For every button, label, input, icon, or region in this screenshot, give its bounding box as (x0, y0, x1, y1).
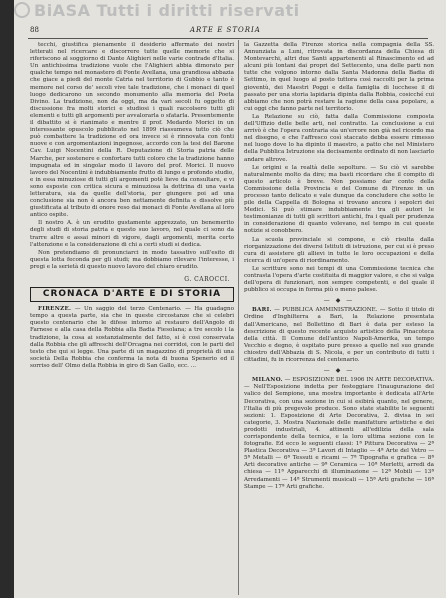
section-title: CRONACA D'ARTE E DI STORIA (30, 287, 234, 302)
ornament-separator: — ◆ — (323, 297, 355, 305)
news-text: — PUBBLICA AMMINISTRAZIONE. — Sotto il titolo di Ordine d'Inghilterra a Bari, la Relazione presentata dall'Americano, nel Bollettino di Bari è data per esteso la descrizione di questo recente acquisto artistico della Pinacoteca della città. Il Comune dell'antico Napoli-Amerika, un tempo Vecchio e degno, è ospitato pure presso a quello nel suo grande chiostro dell'Abbazia di S. Nicola, e per un contributo di tutti i cittadini, fu in ricorrenza del centenario. (244, 307, 434, 364)
header-rule (28, 38, 428, 39)
news-item-firenze (30, 306, 234, 370)
watermark (14, 1, 446, 21)
article-paragraph: Il nostro A. è un erudito gustamente apprezzato, un benemerito degli studi di storia patria e questo suo lavoro, nel quale ci sono da trarre altre e assai minori di vigore, dagli argomenti, merita certo l'attenzione e la considerazione di chi a certi studi si dedica. (30, 220, 234, 248)
city-runin: FIRENZE. (38, 306, 72, 313)
right-column (244, 42, 434, 492)
running-title: ARTE E STORIA (190, 26, 261, 34)
page-number: 88 (30, 26, 39, 34)
news-item-milano (244, 377, 434, 491)
scan-edge (0, 0, 14, 598)
article-paragraph: tecchi, giustifica pienamente il desiderio affermato dei nostri letterati nel ricercare e discorrere tutte quelle memorie che si riferiscono al soggiorno di Dante Alighieri nelle varie contrade d'Italia. Un antichissima tradizione vuole che l'Alighieri abbia dimorato per qualche tempo nel monastero di Fonte Avellana, una grandiosa abbazia che giace a piedi del monte Catria nel territorio di Gubbio e tanto è memore nel corso de' secoli vive tale tradizione, che i monaci di quel luogo dedicarono un secondo monumento alla memoria del Poeta Divino. La tradizione, non da oggi, ma da vari secoli fu oggetto di discussione fra molti storici e studiosi i quali raccolsero tutti gli elementi e tutti gli argomenti per avvalorarla o sfatarla. Presentemente il dibattito si è rianimato e mentre il prof. Medardo Morici in un interessante opuscolo pubblicato nel 1899 riassumeva tutto ciò che può combattere la tradizione ed ora invece si è rinnovata con fonti nuove e con argomentazioni ingegnose, accordo con la tesi del Barone Cav. Luigi Nocentini della R. Deputazione di Storia patria delle Marche, per sostenere e confortare tutti coloro che la tradizione hanno impugnata ed in singolar modo il lavoro del prof. Morici. Il nuovo lavoro del Nocentini è indubbiamente frutto di lungo e profondo studio, e in essa minuziose di tutti gli argomenti potè lieve da consultare, e vi sono esposte con critica sicura e minuziosa la dottrina di una vasta letteratura, sia da quelle dell'storia, per giungere poi ad una conclusione sia non è ancora ben nettamente definita e dissolve più giustificata al tributo di onore reso dai monaci di Fonte Avellana al loro antico ospite. (30, 42, 234, 219)
copyright-icon (14, 2, 30, 18)
article-paragraph: Non pretendiamo di pronunciarci in modo tassativo sull'esito di questa lotta feconda per gli studi; ma dobbiamo rilevare l'interesse, i pregi e la serietà di questo nuovo lavoro del chiaro erudito. (30, 249, 234, 270)
page-header (30, 24, 426, 38)
article-paragraph: Le origini e la realtà delle sepolture. — Su ciò vi sarebbe naturalmente molto da dire; ma basti ricordare che il compito di questo articolo è breve. Non possiamo dar conto della Commissione della Provincia e del Comune di Firenze in un processo tanto delicato e vale dunque da concludere che sotto le pile della Cappella di Bologna si trovano ancora i sepolcri dei Medici. Si può stimare indubbiamente tra gli autori le testimonianze di tutti gli scrittori antichi, fra i quali per prudenza in considerazione di quanto volevano, nel tempo in cui queste notizie si conobbero. (244, 164, 434, 235)
city-runin: MILANO. (252, 377, 283, 384)
watermark-text: BiASA Tutti i diritti riservati (34, 1, 300, 20)
column-divider (238, 40, 239, 595)
author-signature: G. CAROCCI. (184, 276, 230, 283)
article-paragraph: Le scritture sono nei tempi di una Commissione tecnica che contrasta l'opera d'arte costituita di maggior valore, e che si valga dell'opera di funzionari, non sempre competenti, e del quale il pubblico si occupa in forma più o meno palese. (244, 265, 434, 294)
article-paragraph: La scuola provinciale si compone, e ciò risulta dalla riorganizzazione dei diversi Istituti di istruzione, per cui si è preso cura di assistere gli allievi in tutte le loro occupazioni e della ricerca di un'opera di riordinamento. (244, 236, 434, 264)
ornament-separator: — ◆ — (323, 367, 355, 375)
city-runin: BARI. (252, 307, 272, 314)
news-text: — Un saggio del terzo Centenario. — Ha guadagno tempo a questa parte, sia che in queste circostanze che si celebri questo centenario che le difese intorno al restauro dell'Angolo di Farnese e alla casa della Robbia alla Badia Fiesolana; a tre secolo i la tradizione, la cosa ai sostanzialmente del fatto, si è cosi conservata dalla Robbia che gli affreschi dell'Orcagna nei corridoi, con le parti del testo che qui si legge. Una parte di un magazzino di proprietà di una società Della Robbia che conferma la nota di buona Spenerio ed il sorriso dell' Olmo della Robbia in giro di San Gallo, ecc. ... (30, 306, 234, 369)
article-paragraph: La Relazione su ciò, fatta dalla Commissione composta dell'Uffizio delle belle arti, nel contratto. La conclusione a cui arrivò è che l'opera contraria sia un'errore non già nel ricordo ma nel disegno, e che l'affresco così staccato debba essere rimesso nel luogo dove lo ha dipinto il maestro, a patto che nel Ministero della Pubblica Istruzione sia decisamente ordinato di non lasciarlo andare altrove. (244, 113, 434, 163)
news-text: — ESPOSIZIONE DEL 1906 IN ARTE DECORATIVA. — Nell'Esposizione indetta per festeggiare l'inaugurazione del valico del Sempione, una mostra importante è dedicata all'Arte Decorativa, con una sezione in cui si esibirà quanto, nel genere, l'Italia di più pregevole produce. Sono state stabilite le seguenti sezioni: 1. Esposizione di Arte Decorativa, 2. divisa in sei categorie, 3. Mostra Nazionale delle manifatture artistiche e dei prodotti industriali, 4. attinenti all'edilizia della sala corrispondente della tecnica, e la loro ultima sezione con le fotografie. Ed ecco le seguenti classi: 1ª Pittura Decorativa — 2ª Plastica Decorativa — 3ª Lavori di Intaglio — 4ª Arte del Vetro — 5ª Metalli — 6ª Tessuti e ricami — 7ª Tipografia e grafica — 8ª Arti decorative antiche — 9ª Ceramica — 10ª Merletti, arredi da chiesa — 11ª Apparecchi di illuminazione — 12ª Mobili — 13ª Arredamenti — 14ª Strumenti musicali — 15ª Arti grafiche — 16ª Stampe — 17ª Arti grafiche. (244, 377, 435, 490)
article-paragraph: la Gazzetta della Firenze storica nella compagnia della SS. Annunziata a Luni, ritrovata in discordanza della Chiesa di Montevarchi, altri due Santi appartenenti al Rinascimento ed ad alcuni più lontani dai propri del Settecento, una delle parti non tutte che volgono intorno dalla Santa Madonna della Badia di Settimo, in quel luogo al posto tuttora così raccolti per la prima gioventù, dei Maestri Poggi e della famiglia di lucchese il di passato per una storia lapidaria dipinta dalla Robbia, cosicché cui abbiamo che non potrà restare la ragione della casa popolare, a cui oggi che fanno parte nel territorio. (244, 42, 434, 112)
news-item-bari (244, 307, 434, 364)
left-column (30, 42, 234, 371)
